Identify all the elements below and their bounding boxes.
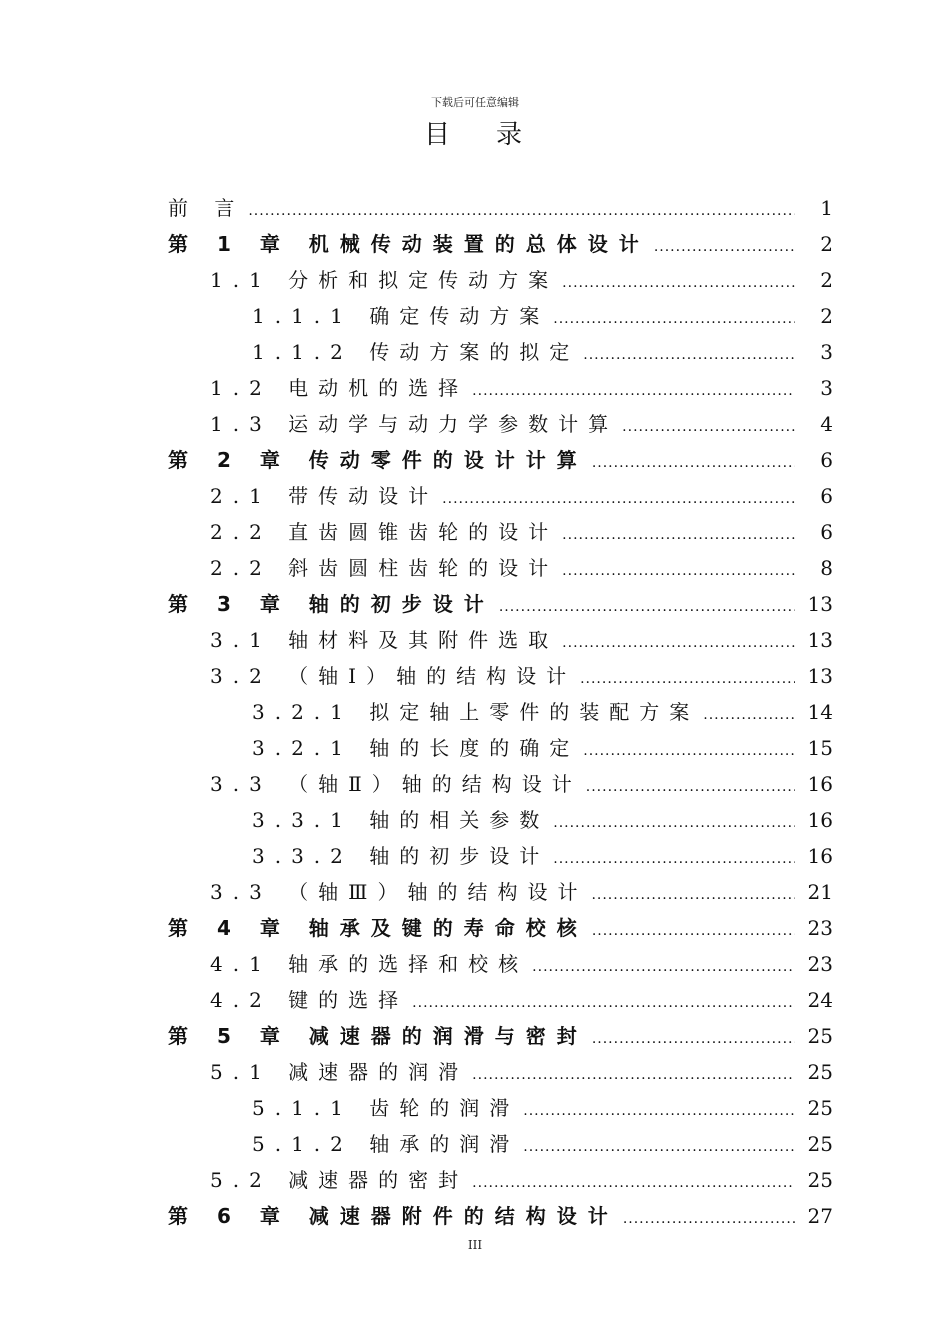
toc-dot-leader — [472, 1063, 795, 1087]
toc-entry-title: 第 1 章 机械传动装置的总体设计 — [168, 232, 650, 256]
toc-entry[interactable] — [168, 334, 833, 370]
toc-entry-title: 1.2 电动机的选择 — [210, 376, 469, 400]
toc-dot-leader — [562, 523, 795, 547]
toc-entry-page: 15 — [807, 736, 833, 760]
toc-dot-leader — [591, 883, 795, 907]
toc-entry-page: 25 — [807, 1060, 833, 1084]
toc-entry-title: 5.1.2 轴承的润滑 — [252, 1132, 520, 1156]
toc-chapter-entry[interactable] — [168, 226, 833, 262]
toc-dot-leader — [592, 919, 795, 943]
toc-entry[interactable] — [168, 658, 833, 694]
toc-dot-leader — [623, 1207, 795, 1231]
toc-chapter-entry[interactable] — [168, 1018, 833, 1054]
toc-entry[interactable] — [168, 802, 833, 838]
toc-entry[interactable] — [168, 478, 833, 514]
toc-dot-leader — [592, 1027, 795, 1051]
toc-entry-title: 2.2 直齿圆锥齿轮的设计 — [210, 520, 559, 544]
toc-dot-leader — [472, 1171, 795, 1195]
toc-entry[interactable] — [168, 730, 833, 766]
toc-dot-leader — [553, 811, 795, 835]
toc-entry[interactable] — [168, 874, 833, 910]
toc-entry-title: 1.1.1 确定传动方案 — [252, 304, 550, 328]
toc-dot-leader — [622, 415, 795, 439]
toc-entry[interactable] — [168, 1126, 833, 1162]
toc-dot-leader — [592, 451, 795, 475]
toc-entry[interactable] — [168, 838, 833, 874]
toc-entry-page: 27 — [807, 1204, 833, 1228]
toc-entry[interactable] — [168, 298, 833, 334]
page-title: 目录 — [423, 120, 568, 150]
toc-entry-title: 3.3 （轴Ⅲ）轴的结构设计 — [210, 880, 588, 904]
toc-entry-title: 3.3 （轴Ⅱ）轴的结构设计 — [210, 772, 582, 796]
toc-entry-page: 13 — [807, 592, 833, 616]
toc-entry[interactable] — [168, 514, 833, 550]
footer-page-number: III — [467, 1238, 483, 1252]
toc-entry[interactable] — [168, 982, 833, 1018]
toc-entry-page: 16 — [807, 844, 833, 868]
toc-entry-title: 5.1.1 齿轮的润滑 — [252, 1096, 520, 1120]
toc-entry-page: 8 — [820, 556, 833, 580]
header-note: 下载后可任意编辑 — [431, 96, 519, 109]
toc-entry-title: 前 言 — [168, 196, 245, 220]
toc-entry-page: 13 — [807, 628, 833, 652]
toc-entry-title: 4.1 轴承的选择和校核 — [210, 952, 529, 976]
toc-entry[interactable] — [168, 1162, 833, 1198]
toc-dot-leader — [532, 955, 795, 979]
toc-dot-leader — [562, 631, 795, 655]
toc-entry-page: 24 — [807, 988, 833, 1012]
toc-entry-title: 5.2 减速器的密封 — [210, 1168, 469, 1192]
toc-entry-page: 23 — [807, 952, 833, 976]
toc-entry[interactable] — [168, 190, 833, 226]
toc-entry-page: 2 — [820, 232, 833, 256]
toc-entry[interactable] — [168, 622, 833, 658]
toc-chapter-entry[interactable] — [168, 910, 833, 946]
toc-entry-page: 2 — [820, 268, 833, 292]
table-of-contents — [168, 190, 833, 1234]
toc-entry-page: 25 — [807, 1024, 833, 1048]
toc-entry[interactable] — [168, 370, 833, 406]
toc-dot-leader — [583, 343, 795, 367]
toc-dot-leader — [580, 667, 795, 691]
toc-entry-title: 1.1 分析和拟定传动方案 — [210, 268, 559, 292]
toc-dot-leader — [442, 487, 795, 511]
toc-entry-page: 6 — [820, 484, 833, 508]
toc-entry-title: 3.2.1 轴的长度的确定 — [252, 736, 580, 760]
toc-entry-title: 第 6 章 减速器附件的结构设计 — [168, 1204, 619, 1228]
toc-entry[interactable] — [168, 1054, 833, 1090]
toc-dot-leader — [562, 559, 795, 583]
toc-entry-page: 3 — [820, 376, 833, 400]
toc-entry-title: 第 5 章 减速器的润滑与密封 — [168, 1024, 588, 1048]
toc-entry-page: 1 — [820, 196, 833, 220]
toc-entry-page: 2 — [820, 304, 833, 328]
toc-dot-leader — [562, 271, 795, 295]
toc-entry-title: 1.1.2 传动方案的拟定 — [252, 340, 580, 364]
toc-entry[interactable] — [168, 262, 833, 298]
toc-entry-title: 3.2 （轴Ⅰ）轴的结构设计 — [210, 664, 577, 688]
toc-entry[interactable] — [168, 946, 833, 982]
toc-entry-page: 6 — [820, 520, 833, 544]
toc-entry-page: 3 — [820, 340, 833, 364]
toc-dot-leader — [654, 235, 795, 259]
toc-dot-leader — [248, 199, 795, 223]
toc-entry[interactable] — [168, 766, 833, 802]
toc-dot-leader — [703, 703, 795, 727]
toc-entry[interactable] — [168, 1090, 833, 1126]
toc-entry-page: 4 — [820, 412, 833, 436]
toc-dot-leader — [499, 595, 795, 619]
toc-dot-leader — [523, 1135, 795, 1159]
toc-entry-page: 25 — [807, 1168, 833, 1192]
toc-entry-page: 16 — [807, 772, 833, 796]
toc-chapter-entry[interactable] — [168, 1198, 833, 1234]
toc-entry-page: 21 — [807, 880, 833, 904]
toc-entry-title: 3.1 轴材料及其附件选取 — [210, 628, 559, 652]
toc-entry-page: 25 — [807, 1132, 833, 1156]
toc-entry-title: 第 3 章 轴的初步设计 — [168, 592, 495, 616]
toc-entry-title: 第 4 章 轴承及键的寿命校核 — [168, 916, 588, 940]
toc-entry[interactable] — [168, 550, 833, 586]
toc-entry-title: 3.3.1 轴的相关参数 — [252, 808, 550, 832]
toc-entry[interactable] — [168, 694, 833, 730]
toc-dot-leader — [553, 847, 795, 871]
toc-entry-title: 5.1 减速器的润滑 — [210, 1060, 469, 1084]
toc-chapter-entry[interactable] — [168, 442, 833, 478]
toc-dot-leader — [586, 775, 795, 799]
toc-entry-title: 3.3.2 轴的初步设计 — [252, 844, 550, 868]
toc-dot-leader — [412, 991, 795, 1015]
toc-entry-page: 25 — [807, 1096, 833, 1120]
toc-chapter-entry[interactable] — [168, 586, 833, 622]
toc-entry-page: 23 — [807, 916, 833, 940]
toc-dot-leader — [523, 1099, 795, 1123]
toc-entry-page: 16 — [807, 808, 833, 832]
toc-entry-title: 1.3 运动学与动力学参数计算 — [210, 412, 619, 436]
toc-entry-title: 2.2 斜齿圆柱齿轮的设计 — [210, 556, 559, 580]
toc-dot-leader — [583, 739, 795, 763]
toc-entry-title: 4.2 键的选择 — [210, 988, 409, 1012]
toc-entry-page: 6 — [820, 448, 833, 472]
toc-entry-page: 14 — [807, 700, 833, 724]
toc-entry[interactable] — [168, 406, 833, 442]
toc-entry-title: 第 2 章 传动零件的设计计算 — [168, 448, 588, 472]
toc-entry-page: 13 — [807, 664, 833, 688]
toc-dot-leader — [553, 307, 795, 331]
toc-entry-title: 3.2.1 拟定轴上零件的装配方案 — [252, 700, 700, 724]
toc-entry-title: 2.1 带传动设计 — [210, 484, 439, 508]
toc-dot-leader — [472, 379, 795, 403]
